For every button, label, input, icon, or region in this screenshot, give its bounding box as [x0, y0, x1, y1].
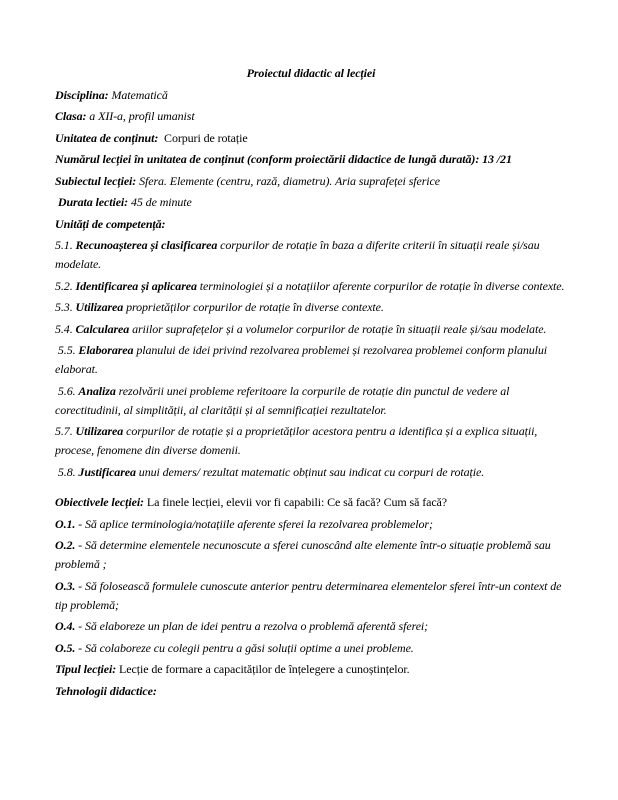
- text-segment: terminologiei și a notațiilor aferente corpurilor de rotație în diverse contexte.: [196, 278, 565, 293]
- field-unitatea-de-continut: [55, 129, 567, 148]
- text-segment: O.4.: [55, 619, 76, 633]
- text-segment: 5.2.: [55, 278, 76, 293]
- text-segment: Unitatea de conținut:: [55, 130, 159, 145]
- text-segment: rezolvării unei probleme referitoare la corpurile de rotație din punctul de vedere al corectitudinii, al simplității, al clarității și al semnificației rezultatelor.: [55, 383, 513, 417]
- text-segment: Matematică: [108, 87, 168, 102]
- text-segment: - Să aplice terminologia/notațiile aferente sferei la rezolvarea problemelor;: [75, 516, 433, 531]
- competency-5-5: [55, 341, 567, 379]
- heading-obiectivele-lectiei: [55, 493, 567, 512]
- competency-5-8: [55, 463, 567, 482]
- text-segment: Numărul lecției în unitatea de conținut (conform proiectării didactice de lungă durată): 13 /21: [55, 152, 512, 166]
- field-numarul-lectiei: [55, 150, 567, 169]
- text-segment: Clasa:: [55, 109, 87, 123]
- objective-o-1: [55, 515, 567, 534]
- text-segment: Analiza: [78, 383, 116, 398]
- text-segment: Tehnologii didactice:: [55, 683, 157, 698]
- text-segment: 5.4.: [55, 321, 76, 336]
- competency-5-1: [55, 236, 567, 274]
- competency-5-7: [55, 422, 567, 460]
- competency-5-6: [55, 382, 567, 420]
- doc-title-text: Proiectul didactic al lecției: [246, 66, 376, 80]
- field-tipul-lectiei: [55, 660, 567, 679]
- text-segment: Durata lectiei:: [55, 195, 129, 209]
- objective-o-2: [55, 536, 567, 574]
- objective-o-5: [55, 639, 567, 658]
- text-segment: Justificarea: [78, 464, 136, 479]
- text-segment: ariilor suprafețelor și a volumelor corpurilor de rotație în situații reale și/sau modelate.: [129, 321, 547, 336]
- text-segment: Disciplina:: [55, 87, 109, 102]
- text-segment: Calcularea: [75, 321, 130, 336]
- field-subiectul-lectiei: [55, 172, 567, 191]
- text-segment: a XII-a, profil umanist: [86, 109, 195, 123]
- blank-line: [55, 484, 567, 493]
- text-segment: proprietăților corpurilor de rotație în diverse contexte.: [123, 300, 384, 314]
- heading-tehnologii-didactice: [55, 682, 567, 701]
- competency-5-3: [55, 298, 567, 317]
- text-segment: - Să determine elementele necunoscute a sferei cunoscând alte elemente într-o situație problemă sau problemă ;: [55, 538, 554, 571]
- competency-5-2: [55, 277, 567, 296]
- text-segment: O.5.: [55, 640, 76, 655]
- text-segment: 5.8.: [55, 464, 79, 479]
- field-durata-lectiei: [55, 193, 567, 212]
- text-segment: Identificarea și aplicarea: [75, 278, 197, 293]
- competency-5-4: [55, 320, 567, 339]
- text-segment: 5.6.: [55, 383, 79, 398]
- text-segment: 5.1.: [55, 238, 76, 252]
- text-segment: Obiectivele lecției:: [55, 495, 144, 509]
- text-segment: unui demers/ rezultat matematic obținut sau indicat cu corpuri de rotație.: [135, 464, 485, 479]
- objective-o-3: [55, 577, 567, 615]
- text-segment: Corpuri de rotație: [158, 130, 248, 145]
- text-segment: 5.3.: [55, 300, 76, 314]
- text-segment: Utilizarea: [75, 424, 124, 438]
- text-segment: Subiectul lecției:: [55, 173, 137, 188]
- text-segment: planului de idei privind rezolvarea problemei și rezolvarea problemei conform planului elaborat.: [55, 343, 550, 376]
- text-segment: O.3.: [55, 578, 76, 593]
- text-segment: Unități de competență:: [55, 216, 166, 231]
- text-segment: Recunoașterea și clasificarea: [75, 238, 218, 252]
- text-segment: - Să colaboreze cu colegii pentru a găsi soluții optime a unei probleme.: [75, 640, 414, 655]
- text-segment: O.2.: [55, 538, 76, 552]
- text-segment: O.1.: [55, 516, 76, 531]
- text-segment: La finele lecției, elevii vor fi capabili: Ce să facă? Cum să facă?: [143, 495, 447, 509]
- doc-title: [55, 64, 567, 83]
- document-body: [55, 86, 567, 701]
- text-segment: Sfera. Elemente (centru, rază, diametru). Aria suprafeței sferice: [136, 173, 440, 188]
- text-segment: Tipul lecției:: [55, 662, 117, 676]
- text-segment: corpurilor de rotație în baza a diferite criterii în situații reale și/sau modelate.: [55, 238, 543, 271]
- text-segment: Utilizarea: [75, 300, 124, 314]
- field-disciplina: [55, 86, 567, 105]
- text-segment: Lecție de formare a capacităților de înțelegere a cunoștințelor.: [116, 662, 410, 676]
- text-segment: 5.7.: [55, 424, 76, 438]
- objective-o-4: [55, 617, 567, 636]
- text-segment: Elaborarea: [78, 343, 134, 357]
- text-segment: - Să folosească formulele cunoscute anterior pentru determinarea elementelor sferei într-un context de tip problemă;: [55, 578, 565, 612]
- text-segment: - Să elaboreze un plan de idei pentru a rezolva o problemă aferentă sferei;: [75, 619, 429, 633]
- text-segment: 5.5.: [55, 343, 79, 357]
- heading-unitati-de-competenta: [55, 215, 567, 234]
- text-segment: 45 de minute: [128, 195, 192, 209]
- text-segment: corpurilor de rotație și a proprietăților acestora pentru a identifica și a explica situații, procese, fenomene din diverse domenii.: [55, 424, 541, 457]
- field-clasa: [55, 107, 567, 126]
